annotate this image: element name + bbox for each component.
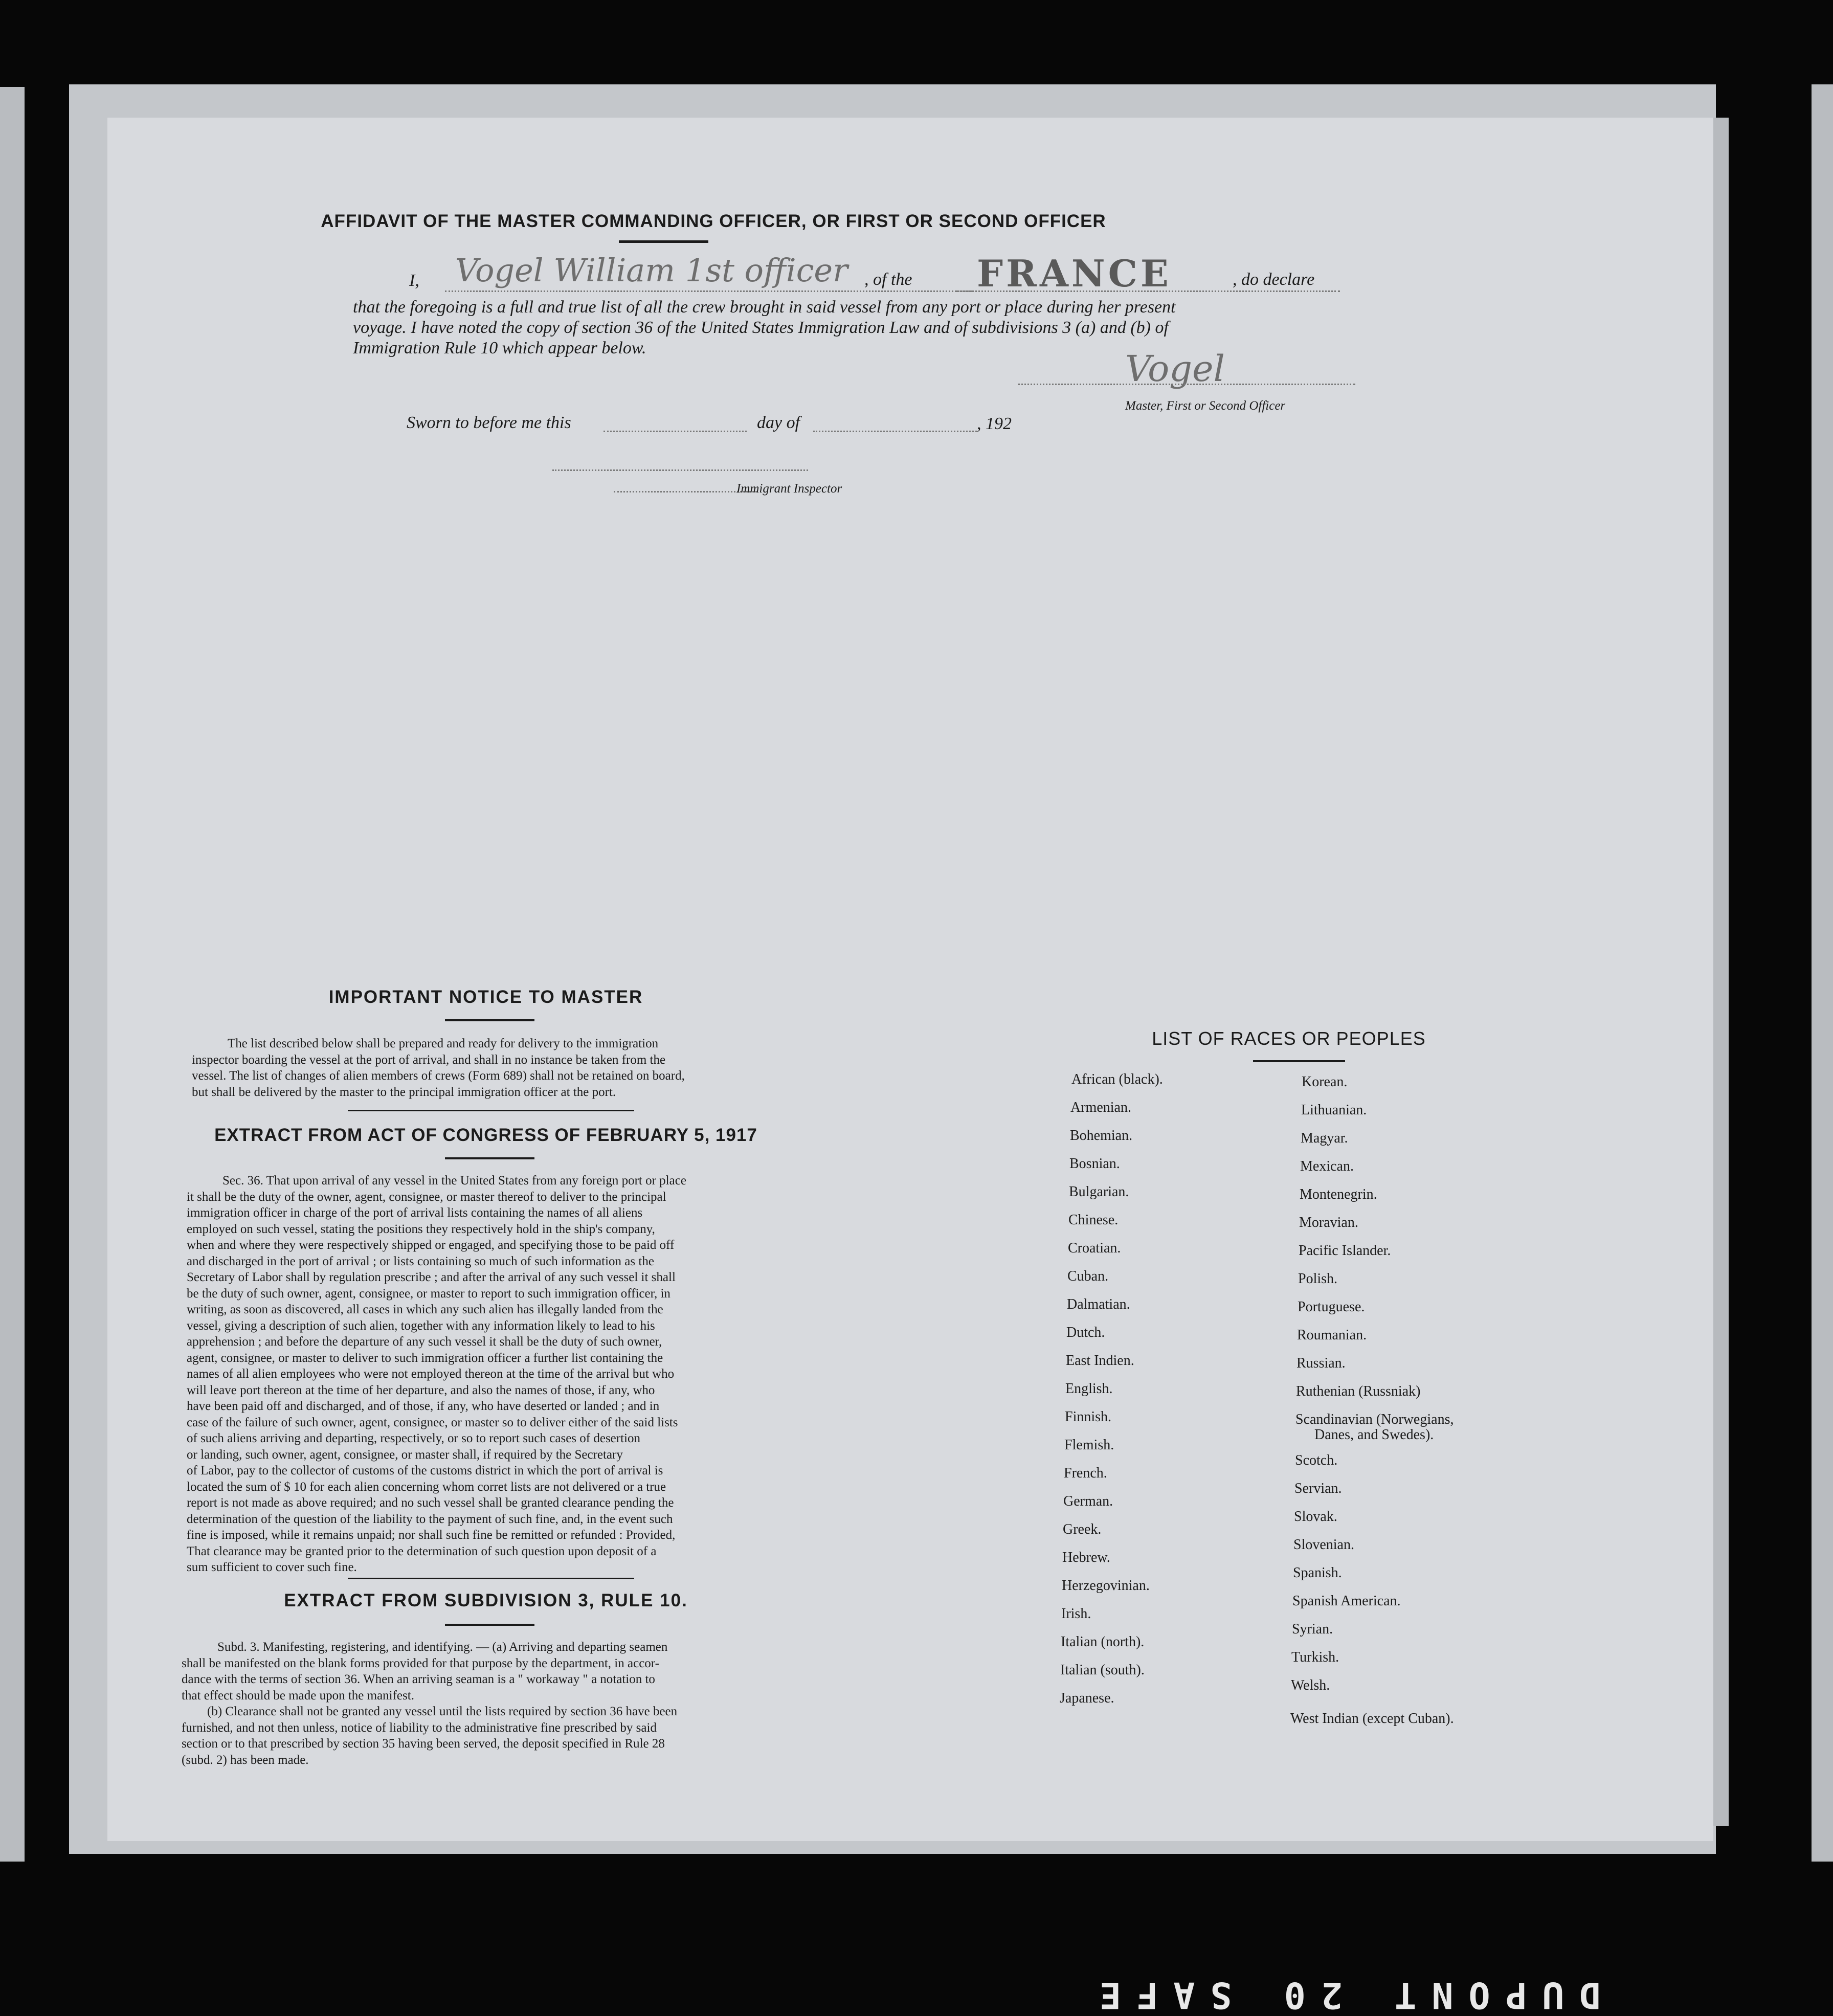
sworn-day-line <box>603 431 747 432</box>
act-line: sum sufficient to cover such fine. <box>187 1560 357 1574</box>
act-line: located the sum of $ 10 for each alien concerning whom corret lists are not delivered or a true <box>187 1480 666 1494</box>
race-entry: Dutch. <box>1066 1325 1105 1340</box>
act-line: names of all alien employees who were not employed thereon at the time of the arrival but who <box>187 1367 675 1381</box>
rule-line: (b) Clearance shall not be granted any vessel until the lists required by section 36 have been <box>207 1705 678 1718</box>
act-line: employed on such vessel, stating the positions they respectively hold in the ship's company, <box>187 1222 655 1236</box>
race-entry: Polish. <box>1298 1271 1338 1287</box>
act-line: will leave port thereon at the time of her departure, and also the names of those, if any, who <box>187 1383 655 1397</box>
race-entry: Chinese. <box>1068 1212 1119 1228</box>
race-entry: Pacific Islander. <box>1299 1243 1391 1259</box>
race-entry: Finnish. <box>1065 1409 1112 1425</box>
race-entry: Portuguese. <box>1298 1299 1365 1315</box>
act-line: agent, consignee, or master to deliver to such immigration officer a further list containing the <box>187 1351 663 1365</box>
race-entry: Korean. <box>1302 1074 1348 1090</box>
adjacent-frame-right <box>1812 84 1833 1862</box>
race-entry: Dalmatian. <box>1067 1296 1130 1312</box>
race-entry: Italian (south). <box>1060 1662 1145 1678</box>
act-line: fine is imposed, while it remains unpaid; nor shall such fine be remitted or refunded : Provided, <box>187 1528 676 1542</box>
rule-line: section or to that prescribed by section 35 having been served, the deposit specified in Rule 28 <box>182 1737 665 1751</box>
race-entry: East Indien. <box>1066 1353 1134 1369</box>
signature-caption: Master, First or Second Officer <box>1125 399 1286 413</box>
race-entry: Mexican. <box>1300 1158 1354 1174</box>
race-entry: Irish. <box>1061 1606 1091 1622</box>
act-line: when and where they were respectively shipped or engaged, and specifying those to be paid off <box>187 1238 675 1252</box>
races-rule <box>1253 1060 1345 1062</box>
race-entry: Bohemian. <box>1070 1128 1133 1144</box>
affidavit-line-4: Immigration Rule 10 which appear below. <box>353 339 646 357</box>
act-line: report is not made as above required; and no such vessel shall be granted clearance pending the <box>187 1496 674 1510</box>
race-entry: Danes, and Swedes). <box>1314 1427 1434 1443</box>
race-entry: Syrian. <box>1292 1621 1333 1637</box>
affidavit-i-label: I, <box>409 271 419 290</box>
act-line: apprehension ; and before the departure of any such vessel it shall be the duty of such owner, <box>187 1335 662 1349</box>
act-line: determination of the question of the liability to the payment of such fine, and, in the event such <box>187 1512 673 1526</box>
rule-body <box>182 1639 793 1768</box>
signature-line <box>1018 384 1355 385</box>
race-entry: Slovak. <box>1294 1509 1337 1525</box>
inspector-line <box>552 469 808 471</box>
vessel-name-stamp: FRANCE <box>977 252 1172 295</box>
day-of-label: day of <box>757 413 800 432</box>
rule-line: Subd. 3. Manifesting, registering, and identifying. — (a) Arriving and departing seamen <box>217 1640 668 1654</box>
race-entry: Armenian. <box>1070 1100 1131 1115</box>
race-entry: Japanese. <box>1060 1690 1114 1706</box>
race-entry: Flemish. <box>1064 1437 1114 1453</box>
sworn-month-line <box>813 431 977 432</box>
title-rule <box>619 240 708 243</box>
race-entry: Russian. <box>1296 1355 1346 1371</box>
adjacent-frame-left <box>0 87 25 1862</box>
officer-name-line <box>445 290 972 292</box>
race-entry: Scandinavian (Norwegians, <box>1295 1412 1454 1427</box>
inspector-caption: Immigrant Inspector <box>736 482 842 496</box>
sworn-label: Sworn to before me this <box>407 413 571 432</box>
affidavit-line-2: that the foregoing is a full and true list of all the crew brought in said vessel from any port or place during her present <box>353 298 1176 317</box>
rule-line: that effect should be made upon the manifest. <box>182 1688 414 1703</box>
race-entry: Bosnian. <box>1069 1156 1120 1172</box>
race-entry: Ruthenian (Russniak) <box>1296 1383 1421 1399</box>
race-entry: Bulgarian. <box>1069 1184 1129 1200</box>
act-line: immigration officer in charge of the port of arrival lists containing the names of all aliens <box>187 1206 643 1220</box>
race-entry: West Indian (except Cuban). <box>1290 1711 1454 1727</box>
act-line: That clearance may be granted prior to the determination of such question upon deposit of a <box>187 1544 657 1558</box>
affidavit-line-3: voyage. I have noted the copy of section 36 of the United States Immigration Law and of subdivisions 3 (a) and (b) of <box>353 318 1169 337</box>
race-entry: English. <box>1065 1381 1113 1397</box>
inspector-line-2 <box>614 491 757 492</box>
race-entry: German. <box>1063 1493 1113 1509</box>
notice-title: IMPORTANT NOTICE TO MASTER <box>328 987 643 1007</box>
notice-line: but shall be delivered by the master to the principal immigration officer at the port. <box>192 1085 616 1099</box>
act-line: have been paid off and discharged, and of those, if any, who have deserted or landed ; and in <box>187 1399 660 1413</box>
race-entry: Croatian. <box>1068 1240 1121 1256</box>
affidavit-title: AFFIDAVIT OF THE MASTER COMMANDING OFFICER, OR FIRST OR SECOND OFFICER <box>321 211 1106 231</box>
act-line: or landing, such owner, agent, consignee, or master shall, if required by the Secretary <box>187 1447 623 1462</box>
officer-signature: Vogel <box>1125 348 1225 390</box>
act-line: and discharged in the port of arrival ; or lists containing so much of such information as the <box>187 1254 654 1268</box>
race-entry: Servian. <box>1294 1481 1342 1496</box>
notice-line: inspector boarding the vessel at the port of arrival, and shall in no instance be taken from the <box>192 1052 666 1067</box>
race-entry: Welsh. <box>1291 1677 1330 1693</box>
act-body <box>187 1173 798 1576</box>
act-line: of Labor, pay to the collector of customs of the customs district in which the port of arrival is <box>187 1464 663 1477</box>
race-entry: French. <box>1064 1465 1107 1481</box>
race-entry: Moravian. <box>1299 1215 1358 1230</box>
race-entry: African (black). <box>1071 1071 1163 1087</box>
notice-line: vessel. The list of changes of alien members of crews (Form 689) shall not be retained on board, <box>192 1069 685 1083</box>
act-line: Secretary of Labor shall by regulation prescribe ; and after the arrival of any such vessel it shall <box>187 1270 676 1284</box>
notice-bottom-rule <box>348 1110 634 1111</box>
race-entry: Lithuanian. <box>1301 1102 1367 1118</box>
of-the-label: , of the <box>864 270 912 289</box>
vessel-name-line <box>956 290 1340 292</box>
notice-body <box>192 1036 795 1100</box>
notice-line: The list described below shall be prepared and ready for delivery to the immigration <box>228 1037 659 1050</box>
act-rule <box>445 1157 534 1159</box>
race-entry: Roumanian. <box>1297 1327 1367 1343</box>
race-entry: Hebrew. <box>1062 1550 1110 1565</box>
affidavit-page <box>107 118 1713 1841</box>
do-declare-label: , do declare <box>1233 270 1315 289</box>
rule-title: EXTRACT FROM SUBDIVISION 3, RULE 10. <box>284 1591 688 1610</box>
rule-line: dance with the terms of section 36. When an arriving seaman is a " workaway " a notation to <box>182 1672 655 1686</box>
race-entry: Magyar. <box>1301 1130 1348 1146</box>
race-entry: Greek. <box>1063 1521 1102 1537</box>
act-line: case of the failure of such owner, agent, consignee, or master so to deliver either of the said lists <box>187 1415 678 1429</box>
film-edge-marking: DUPONT 20 SAFE <box>1084 1974 1601 2016</box>
act-line: be the duty of such owner, agent, consignee, or master to report to such immigration officer, in <box>187 1286 670 1301</box>
act-line: vessel, giving a description of such alien, together with any information likely to lead to his <box>187 1318 655 1333</box>
act-title: EXTRACT FROM ACT OF CONGRESS OF FEBRUARY 5, 1917 <box>214 1125 757 1145</box>
race-entry: Turkish. <box>1291 1649 1339 1665</box>
races-title: LIST OF RACES OR PEOPLES <box>1152 1028 1426 1049</box>
race-entry: Spanish American. <box>1292 1593 1401 1609</box>
race-entry: Slovenian. <box>1293 1537 1354 1553</box>
rule-line: (subd. 2) has been made. <box>182 1753 309 1767</box>
rule-title-rule <box>445 1624 534 1626</box>
notice-rule <box>445 1019 534 1021</box>
year-label: , 192 <box>977 414 1012 433</box>
act-line: of such aliens arriving and departing, respectively, or so to report such cases of desertion <box>187 1431 640 1445</box>
act-bottom-rule <box>348 1578 634 1579</box>
act-line: writing, as soon as discovered, all cases in which any such alien has illegally landed from the <box>187 1303 663 1316</box>
race-entry: Cuban. <box>1067 1268 1109 1284</box>
race-entry: Italian (north). <box>1061 1634 1145 1650</box>
race-entry: Spanish. <box>1293 1565 1342 1581</box>
act-line: it shall be the duty of the owner, agent, consignee, or master thereof to deliver to the principal <box>187 1190 666 1204</box>
rule-line: furnished, and not then unless, notice of liability to the administrative fine prescribed by said <box>182 1720 657 1735</box>
race-entry: Scotch. <box>1295 1452 1338 1468</box>
race-entry: Montenegrin. <box>1300 1186 1377 1202</box>
officer-name-handwritten: Vogel William 1st officer <box>455 252 848 289</box>
race-entry: Herzegovinian. <box>1062 1578 1150 1594</box>
act-line: Sec. 36. That upon arrival of any vessel in the United States from any foreign port or place <box>222 1174 686 1188</box>
rule-line: shall be manifested on the blank forms provided for that purpose by the department, in accor- <box>182 1656 659 1670</box>
